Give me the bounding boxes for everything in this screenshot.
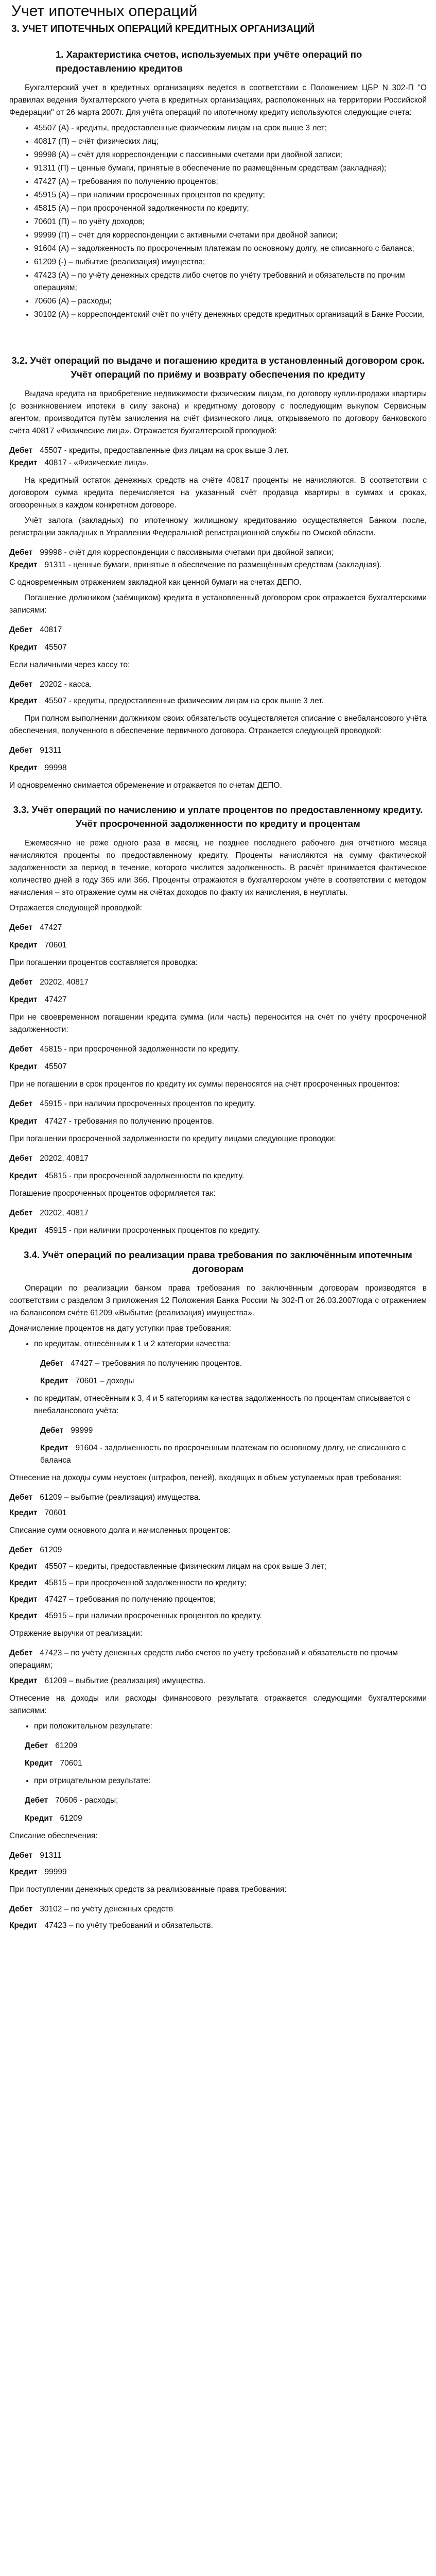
entry-block: Дебет 20202, 40817 Кредит 45915 - при наличии просроченных процентов по кредиту. — [9, 1209, 260, 1235]
account-item: • 30102 (А) – корреспондентский счёт по учёту денежных средств кредитных организаций в Банке России, — [34, 309, 427, 321]
s2-p6: Если наличными через кассу то: — [9, 660, 130, 670]
entry-block: Дебет 47423 – по учёту денежных средств либо счетов по учёту требований и обязательств по прочим операциям; Кредит 61209 – выбытие (реализация) имущества. — [9, 1649, 398, 1686]
kredit-row: Кредит 47427 – требования по получению процентов; — [9, 1595, 216, 1604]
s2-title: 3.2. Учёт операций по выдаче и погашению кредита в установленный договором срок. Учёт операций по приёму и возврату обеспечения по кредиту — [11, 355, 425, 380]
bullet-item: • по кредитам, отнесённым к 1 и 2 категории качества: — [34, 1338, 427, 1350]
s3-title: 3.3. Учёт операций по начислению и уплате процентов по предоставленному кредиту. Учёт просроченной задолженности по кредиту и процентам — [13, 804, 423, 829]
section-title: 3. УЧЕТ ИПОТЕЧНЫХ ОПЕРАЦИЙ КРЕДИТНЫХ ОРГАНИЗАЦИЙ — [11, 24, 315, 35]
s4-p1: Операции по реализации банком права требования по заключённым договорам производятся в соответствии с разделом 3 приложения 12 Положения Банка России № 302-П от 26.03.2007года с отражением на балансовом счёте 61209 «Выбытие (реализация) имущества». — [9, 1284, 427, 1318]
entry-block: Дебет 45507 - кредиты, предоставленные физ лицам на срок выше 3 лет. Кредит 40817 - «Физические лица». — [9, 446, 289, 468]
bullet-item: • при положительном результате: — [34, 1720, 427, 1733]
s4-p2: Доначисление процентов на дату уступки прав требования: — [9, 1324, 232, 1333]
bullet-item: • при отрицательном результате: — [34, 1775, 427, 1787]
s4-title: 3.4. Учёт операций по реализации права требования по заключённым ипотечным договорам — [24, 1249, 412, 1275]
s2-p2: На кредитный остаток денежных средств на счёте 40817 проценты не начисляются. В соответствии с договором сумма кредита перечисляется на указанный счёт продавца квартиры в суммах и сроках, оговоренных в каждом конкретном договоре. — [9, 476, 427, 510]
s1-title: 1. Характеристика счетов, используемых при учёте операций по предоставлению кредитов — [56, 49, 362, 74]
s4-p6: Отнесение на доходы или расходы финансового результата отражается следующими бухгалтерскими записями: — [9, 1694, 427, 1716]
account-item: • 70601 (П) – по учёту доходов; — [34, 216, 427, 228]
s3-p1: Ежемесячно не реже одного раза в месяц, не позднее последнего рабочего дня отчётного месяца начисляются проценты по предоставленному кредиту. Проценты начисляются на сумму фактической задолженности за период в течение, которого числится задолженность. В расчёт принимается фактическое количество дней в году 365 или 366. Проценты отражаются в бухгалтерском учёте в соответствии с методом начисления – это отражение сумм на счётах доходов по факту их начисления, в неуплаты. — [9, 839, 427, 897]
s3-p4: При не своевременном погашении кредита сумма (или часть) переносится на счёт по учёту просроченной задолженности: — [9, 1013, 427, 1035]
entry-block: Дебет 20202, 40817 Кредит 45815 - при просроченной задолженности по кредиту. — [9, 1154, 245, 1181]
entry-block: Дебет 99998 - счёт для корреспонденции с пассивными счетами при двойной записи; Кредит 91311 - ценные бумаги, принятые в обеспечение по размещённым средствам (закладная). — [9, 548, 382, 570]
account-item: • 40817 (П) – счёт физических лиц; — [34, 135, 427, 148]
s1-paragraph: Бухгалтерский учет в кредитных организациях ведется в соответствии с Положением ЦБР N 302-П "О правилах ведения бухгалтерского учета в кредитных организациях, расположенных на территории Российской Федерации" от 26 марта 2007г. Для учёта операций по ипотечному кредиту используются следующие счета: — [9, 83, 427, 117]
s3-p5: При не погашении в срок процентов по кредиту их суммы переносятся на счёт просроченных процентов: — [9, 1080, 400, 1089]
s2-p1: Выдача кредита на приобретение недвижимости физическим лицам, по договору купли-продажи квартиры (с возникновением ипотеки в силу закона) и кредитному договору с последующим выкупом Сервисным агентом, производится путём зачисления на счёт физического лица, открываемого по договору банковского счёта 40817 «Физические лица». Отражается бухгалтерской проводкой: — [9, 389, 427, 436]
s4-p7: Списание обеспечения: — [9, 1831, 98, 1840]
account-item: • 45915 (А) – при наличии просроченных процентов по кредиту; — [34, 189, 427, 201]
entry-block: Дебет 20202, 40817 Кредит 47427 — [9, 978, 89, 1005]
account-item: • 61209 (-) – выбытие (реализация) имущества; — [34, 256, 427, 268]
entry-block: Дебет 40817 Кредит 45507 — [9, 625, 67, 652]
account-item: • 47427 (А) – требования по получению процентов; — [34, 176, 427, 188]
account-item: • 91604 (А) – задолженность по просроченным платежам по основному долгу, не списанного с баланса; — [34, 243, 427, 255]
entry-block: Дебет 91311 Кредит 99998 — [9, 746, 67, 773]
entry-block: Дебет 45915 - при наличии просроченных процентов по кредиту. Кредит 47427 - требования по получению процентов. — [9, 1099, 256, 1126]
entry-block: Дебет 70606 - расходы; Кредит 61209 — [25, 1796, 118, 1823]
s2-p3: Учёт залога (закладных) по ипотечному жилищному кредитованию осуществляется Банком после, регистрации закладных в Управлении Федеральной регистрационной службы по Омской области. — [9, 516, 427, 538]
entry-block: Дебет 47427 – требования по получению процентов. Кредит 70601 – доходы — [40, 1359, 242, 1386]
kredit-row: Кредит 45815 – при просроченной задолженности по кредиту; — [9, 1579, 247, 1588]
s2-p5: Погашение должником (заёмщиком) кредита в установленный договором срок отражается бухгалтерскими записями: — [9, 594, 427, 615]
s4-p5: Отражение выручки от реализации: — [9, 1629, 143, 1638]
account-item: • 91311 (П) – ценные бумаги, принятые в обеспечение по размещённым средствам (закладная); — [34, 162, 427, 175]
entry-block: Дебет 91311 Кредит 99999 — [9, 1851, 67, 1876]
s4-p4: Списание сумм основного долга и начисленных процентов: — [9, 1526, 231, 1535]
s3-p7: Погашение просроченных процентов оформляется так: — [9, 1189, 216, 1198]
s4-p8: При поступлении денежных средств за реализованные права требования: — [9, 1885, 287, 1894]
s4-p3: Отнесение на доходы сумм неустоек (штрафов, пеней), входящих в объем уступаемых прав требования: — [9, 1473, 402, 1483]
entry-block: Дебет 99999 Кредит 91604 - задолженность по просроченным платежам по основному долгу, не списанного с баланса — [40, 1426, 406, 1465]
entry-block: Дебет 61209 Кредит 45507 – кредиты, предоставленные физическим лицам на срок выше 3 лет; Кредит 45815 – при просроченной задолженности по кредиту; Кредит 47427 – требования по получению процентов; Кредит 45915 – при наличии просроченных процентов по кредиту. — [9, 1544, 427, 1622]
entry-block: Дебет 61209 – выбытие (реализация) имущества. Кредит 70601 — [9, 1493, 201, 1518]
entry-block: Дебет 47427 Кредит 70601 — [9, 923, 67, 950]
account-item: • 45507 (А) - кредиты, предоставленные физическим лицам на срок выше 3 лет; — [34, 122, 427, 134]
s3-p6: При погашении просроченной задолженности по кредиту лицами следующие проводки: — [9, 1134, 336, 1144]
page-title: Учет ипотечных операций — [11, 3, 198, 20]
bullet-item: • по кредитам, отнесённым к 3, 4 и 5 категориям качества задолженность по процентам списывается с внебалансового учёта: — [34, 1393, 427, 1417]
account-item: • 99999 (П) – счёт для корреспонденции с активными счетами при двойной записи; — [34, 229, 427, 242]
account-item: • 70606 (А) – расходы; — [34, 295, 427, 308]
entry-block: Дебет 45815 - при просроченной задолженности по кредиту. Кредит 45507 — [9, 1045, 239, 1072]
s3-p3: При погашении процентов составляется проводка: — [9, 958, 198, 968]
accounts-list — [9, 122, 427, 321]
s2-p4: С одновременным отражением закладной как ценной бумаги на счетах ДЕПО. — [9, 578, 302, 587]
entry-block: Дебет 61209 Кредит 70601 — [25, 1741, 82, 1768]
s3-p2: Отражается следующей проводкой: — [9, 904, 143, 913]
s2-p8: И одновременно снимается обременение и отражается по счетам ДЕПО. — [9, 781, 282, 790]
account-item: • 45815 (А) – при просроченной задолженности по кредиту; — [34, 202, 427, 215]
kredit-row: Кредит 45507 – кредиты, предоставленные физическим лицам на срок выше 3 лет; — [9, 1562, 327, 1571]
account-item: • 47423 (А) – по учёту денежных средств либо счетов по учёту требований и обязательств по прочим операциям; — [34, 269, 427, 294]
account-item: • 99998 (А) – счёт для корреспонденции с пассивными счетами при двойной записи; — [34, 149, 427, 161]
entry-block: Дебет 30102 – по учёту денежных средств Кредит 47423 – по учёту требований и обязательств. — [9, 1904, 213, 1930]
s2-p7: При полном выполнении должником своих обязательств осуществляется списание с внебалансового учёта обеспечения, полученного в обеспечение первичного договора. Отражается следующей проводкой: — [9, 714, 427, 736]
kredit-row: Кредит 45915 – при наличии просроченных процентов по кредиту. — [9, 1612, 262, 1621]
entry-block: Дебет 20202 - касса. Кредит 45507 - кредиты, предоставленные физическим лицам на срок выше 3 лет. — [9, 680, 324, 706]
